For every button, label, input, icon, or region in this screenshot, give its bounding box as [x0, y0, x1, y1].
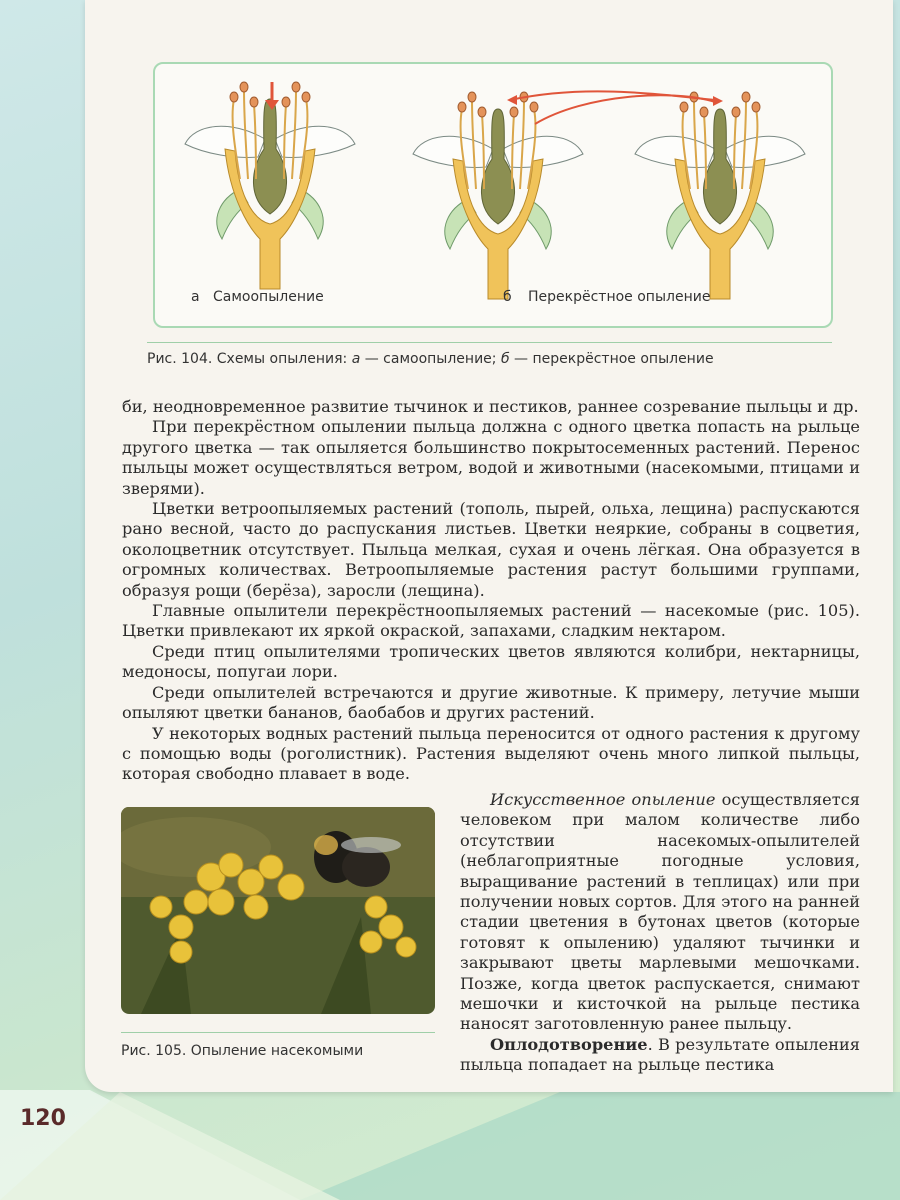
pollination-schemes-illustration	[155, 64, 831, 326]
self-pollination-flower	[185, 82, 355, 289]
term-artificial-pollination: Искусственное опыление	[490, 790, 716, 809]
cross-pollination-flower-right	[635, 92, 805, 299]
fertilization-text: . В результате опыления пыльца попадает на рыльце пестика	[460, 1034, 860, 1075]
page-number: 120	[20, 1106, 66, 1131]
caption-divider	[121, 1032, 435, 1033]
label-self-pollination: Самоопыление	[213, 289, 324, 305]
paragraph: Цветки ветроопыляемых растений (тополь, пырей, ольха, лещина) распускаются рано весной, часто до распускания листьев. Цветки неяркие, собраны в соцветия, околоцветник отсутствует. Пыльца мелкая, сухая и очень лёгкая. Она образуется в огромных количествах. Ветроопыляемые растения растут большими группами, образуя рощи (берёза), заросли (лещина).	[122, 499, 860, 600]
caption-a-text: — самоопыление;	[360, 351, 501, 367]
figure-105-caption: Рис. 105. Опыление насекомыми	[121, 1043, 364, 1059]
label-a: а	[191, 289, 200, 305]
caption-divider	[147, 342, 832, 343]
paragraph: У некоторых водных растений пыльца переносится от одного растения к другому с помощью воды (роголистник). Растения выделяют очень много липкой пыльцы, которая свободно плавает в воде.	[122, 723, 860, 784]
paragraph: Среди опылителей встречаются и другие животные. К примеру, летучие мыши опыляют цветки бананов, баобабов и других растений.	[122, 682, 860, 723]
figure-105-photo	[121, 807, 435, 1014]
paragraph	[460, 790, 860, 1035]
caption-b-letter: б	[500, 351, 510, 367]
label-b: б	[503, 289, 512, 305]
figure-104-diagram	[153, 62, 833, 328]
caption-a-letter: а	[351, 351, 361, 367]
body-text	[122, 397, 860, 785]
paragraph: При перекрёстном опылении пыльца должна с одного цветка попасть на рыльце другого цветка — так опыляется большинство покрытосеменных растений. Перенос пыльцы может осуществляться ветром, водой и животными (насекомыми, птицами и зверями).	[122, 417, 860, 498]
paragraph: би, неодновременное развитие тычинок и пестиков, раннее созревание пыльцы и др.	[122, 397, 859, 416]
caption-prefix: Рис. 104. Схемы опыления:	[147, 351, 352, 367]
label-cross-pollination: Перекрёстное опыление	[528, 289, 711, 305]
bee-on-flowers-image	[121, 807, 435, 1014]
paragraph: Главные опылители перекрёстноопыляемых растений — насекомые (рис. 105). Цветки привлекают их яркой окраской, запахами, сладким нектаром.	[122, 601, 860, 641]
caption-b-text: — перекрёстное опыление	[509, 351, 714, 367]
paragraph: Среди птиц опылителями тропических цветов являются колибри, нектарницы, медоносы, попугаи лори.	[122, 641, 860, 682]
textbook-page	[85, 0, 893, 1092]
artificial-pollination-text: осуществляется человеком при малом количестве либо отсутствии насекомых-опылителей (неблагоприятные погодные условия, выращивание растений в теплицах) или при получении новых сортов. Для этого на ранней стадии цветения в бутонах цветов (которые готовят к опылению) удаляют тычинки и закрывают цветы марлевыми мешочками. Позже, когда цветок распускается, снимают мешочки и кисточкой на рыльце пестика наносят заготовленную ранее пыльцу.	[460, 790, 860, 1034]
cross-pollination-flower-left	[413, 92, 583, 299]
right-column-text	[460, 790, 860, 1076]
paragraph	[460, 1035, 860, 1076]
term-fertilization: Оплодотворение	[490, 1034, 648, 1054]
figure-104-caption	[147, 351, 714, 367]
